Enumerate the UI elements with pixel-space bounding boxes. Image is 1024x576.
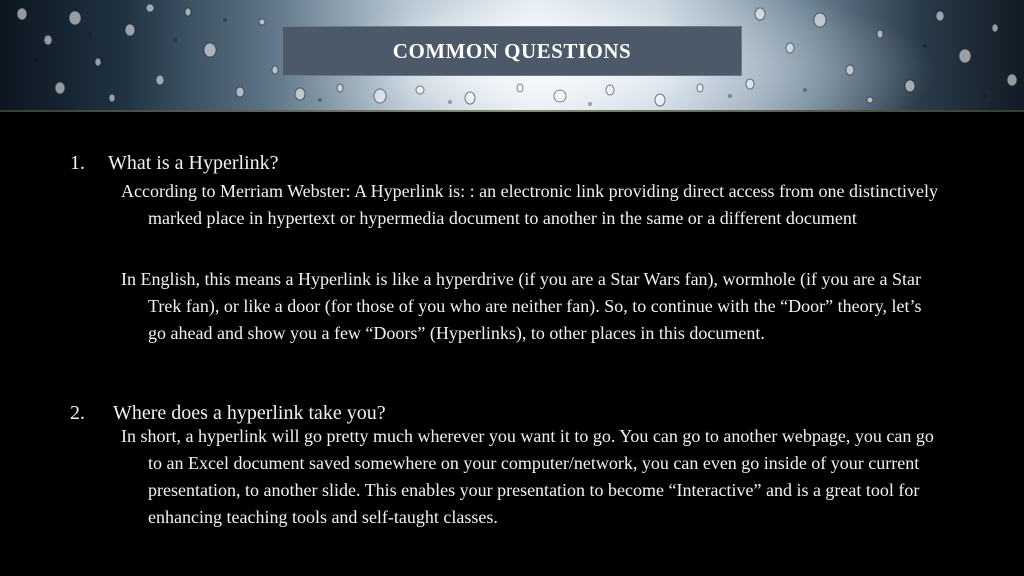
question-1-text: What is a Hyperlink? [108, 152, 279, 174]
question-1 [70, 151, 279, 175]
question-2 [70, 401, 386, 425]
question-1-number: 1. [70, 152, 85, 174]
question-1-definition-paragraph: According to Merriam Webster: A Hyperlink is: : an electronic link providing direct access from one distinctively marked place in hypertext or hypermedia document to another in the same or a different document [121, 181, 939, 228]
question-2-number: 2. [70, 402, 85, 424]
question-2-answer-paragraph: In short, a hyperlink will go pretty much wherever you want it to go. You can go to another webpage, you can go to an Excel document saved somewhere on your computer/network, you can even go inside of your current presentation, to another slide. This enables your presentation to become “Interactive” and is a great tool for enhancing teaching tools and self-taught classes. [121, 426, 934, 527]
question-1-explanation-paragraph: In English, this means a Hyperlink is like a hyperdrive (if you are a Star Wars fan), wormhole (if you are a Star Trek fan), or like a door (for those of you who are neither fan). So, to continue with the “Door” theory, let’s go ahead and show you a few “Doors” (Hyperlinks), to other places in this document. [121, 269, 922, 343]
question-2-text: Where does a hyperlink take you? [113, 402, 386, 424]
slide-title: COMMON QUESTIONS [392, 38, 632, 63]
